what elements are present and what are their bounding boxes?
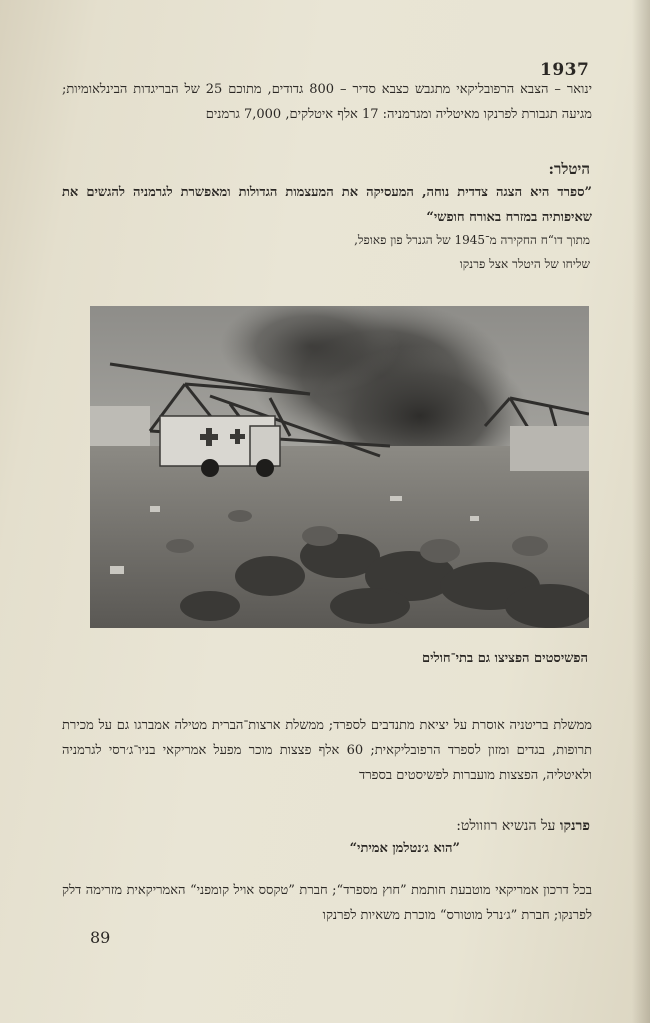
- page-edge-shadow: [632, 0, 650, 1023]
- speaker-franco: [456, 818, 590, 835]
- photo-caption: הפשיסטים הפציצו גם בתי־חולים: [421, 651, 588, 666]
- quote-franco: ”הוא ג׳נטלמן אמיתי“: [349, 841, 460, 856]
- paragraph-january: ינואר – הצבא הרפובליקאי מתגבש כצבא סדיר – 800 גדודים, מתוכם 25 של הבריגדות הבינלאומיות; מגיעה תגבורת לפרנקו מאיטליה ומגרמניה: 17 אלף איטלקים, 7,000 גרמנים: [62, 82, 592, 122]
- speaker-franco-rest: על הנשיא רוזוולט:: [456, 818, 556, 834]
- bombed-hospital-photo: [90, 306, 589, 628]
- page-number: 89: [90, 928, 111, 947]
- photo-illustration: [90, 306, 589, 628]
- speaker-hitler: היטלר:: [548, 160, 590, 178]
- quote-source: [70, 228, 590, 276]
- speaker-franco-name: פרנקו: [559, 818, 590, 834]
- quote-hitler: ”ספרד היא הצגה צדדית נוחה, המעסיקה את המעצמות הגדולות ומאפשרת לגרמניה להגשים את שאיפותיה במזרח באורח חופשי“: [62, 185, 592, 225]
- paragraph-embargo: ממשלת בריטניה אוסרת על יציאת מתנדבים לספרד; ממשלת ארצות־הברית מטילה אמברגו גם על מכירת תרופות, בגדים ומזון לספרד הרפובליקאית; 60 אלף פצצות מוכר מפעל אמריקאי בניו־ג׳רסי לגרמניה ולאיטליה, הפצצות מועברות לפשיסטים בספרד: [62, 718, 593, 783]
- year-heading: 1937: [540, 60, 590, 80]
- paragraph-passport: בכל דרכון אמריקאי מוטבעת חותמת ”חוץ מספרד“; חברת ”טקסס אויל קומפני“ האמריקאית מזרימה דלק לפרנקו; חברת ”ג׳נרל מוטורס“ מוכרת משאיות לפרנקו: [62, 883, 592, 923]
- source-line-1: מתוך דו“ח החקירה מ־1945 של הגנרל פון פאופל,: [354, 233, 590, 247]
- source-line-2: שליחו של היטלר אצל פרנקו: [459, 257, 590, 271]
